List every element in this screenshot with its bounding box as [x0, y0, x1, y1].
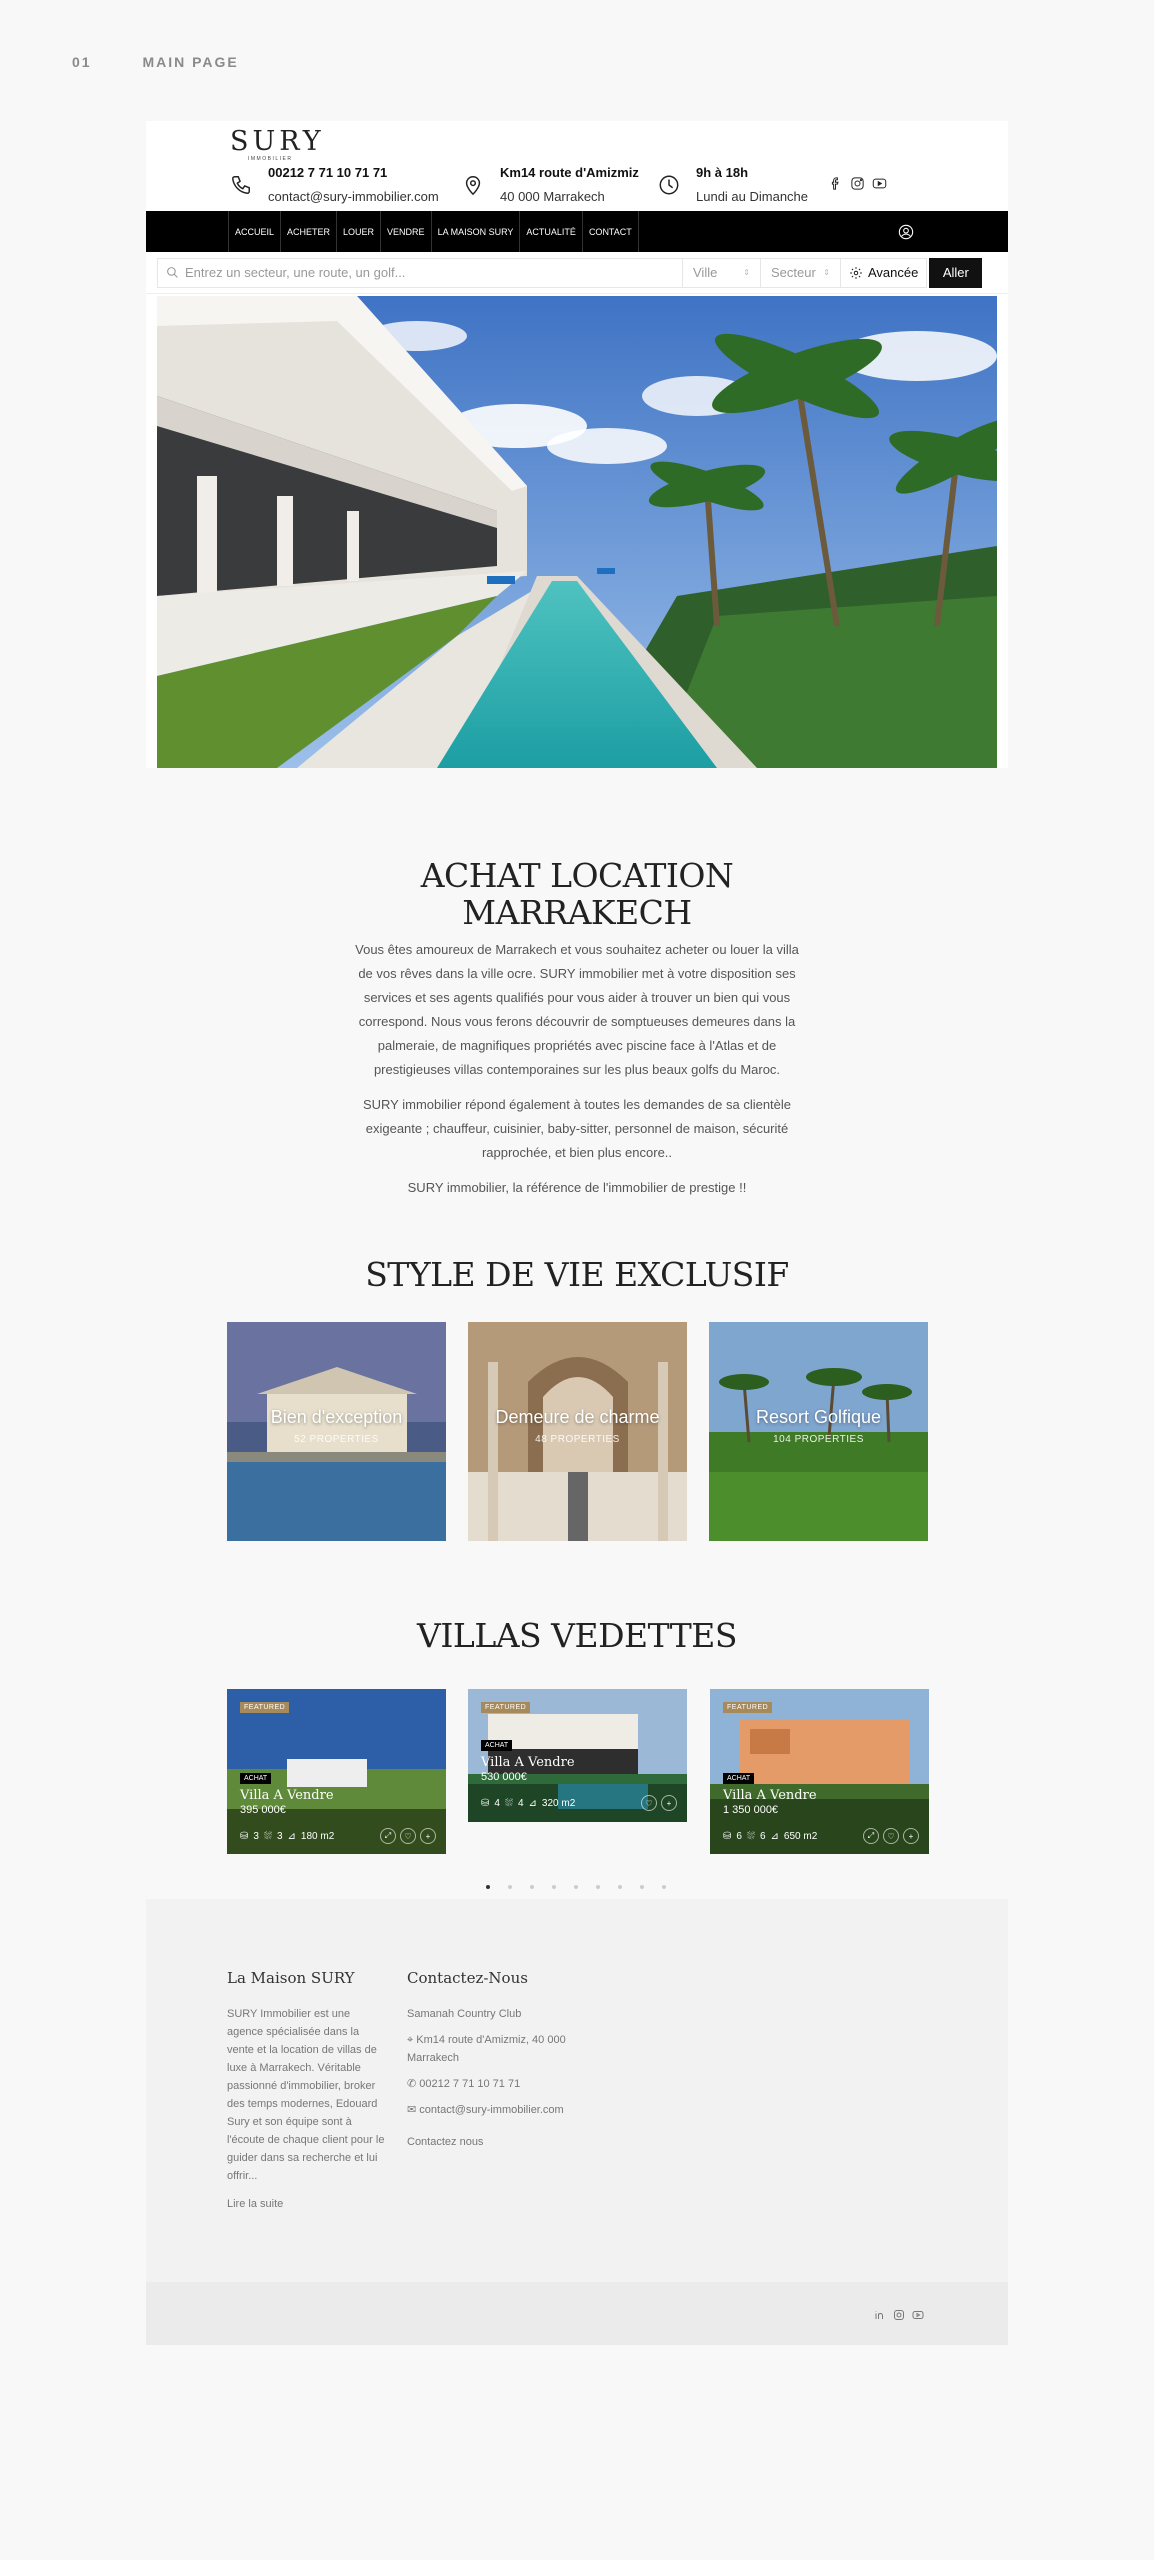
mail-icon: ✉ — [407, 2104, 420, 2116]
bed-icon: ⛁ — [240, 1830, 249, 1842]
intro-paragraph-2: SURY immobilier répond également à toutes les demandes de sa clientèle exigeante ; chauffeur, cuisinier, baby-sitter, personnel de maison, sécurité rapprochée, et bien plus encore.. — [362, 1097, 792, 1160]
carousel-dot[interactable] — [596, 1885, 600, 1889]
carousel-dot[interactable] — [662, 1885, 666, 1889]
nav-item-actualite[interactable]: ACTUALITÉ — [519, 211, 582, 252]
carousel-dot[interactable] — [552, 1885, 556, 1889]
header-phone[interactable]: 00212 7 71 10 71 71 — [268, 165, 388, 180]
phone-icon: ✆ — [407, 2078, 420, 2090]
bed-icon: ⛁ — [481, 1797, 490, 1809]
villa-type-badge: ACHAT — [481, 1740, 512, 1751]
favorite-icon[interactable]: ♡ — [883, 1828, 899, 1844]
area-icon: ⊿ — [770, 1830, 779, 1842]
villa-baths: 4 — [517, 1797, 524, 1809]
youtube-icon[interactable] — [872, 176, 887, 191]
advanced-search-button[interactable] — [841, 258, 927, 288]
villa-info — [240, 1767, 334, 1816]
villa-price: 1 350 000€ — [723, 1804, 779, 1816]
lifestyle-card-title: Bien d'exception — [270, 1407, 403, 1427]
villa-area: 320 m2 — [541, 1797, 576, 1809]
nav-item-contact[interactable]: CONTACT — [582, 211, 639, 252]
main-content — [146, 808, 1008, 1200]
villa-stats — [723, 1828, 919, 1844]
lifestyle-title: STYLE DE VIE EXCLUSIF — [365, 1255, 789, 1294]
bath-icon: ⛆ — [504, 1797, 513, 1809]
villa-type-badge: ACHAT — [240, 1773, 271, 1784]
city-select[interactable] — [683, 258, 761, 288]
site-logo[interactable]: SURY — [230, 126, 325, 157]
expand-icon[interactable]: ⤢ — [863, 1828, 879, 1844]
search-icon — [166, 266, 179, 279]
footer-about — [227, 1969, 387, 2213]
bed-icon: ⛁ — [723, 1830, 732, 1842]
villa-info — [481, 1734, 575, 1783]
nav-item-accueil[interactable]: ACCUEIL — [228, 211, 280, 252]
compare-icon[interactable]: + — [903, 1828, 919, 1844]
page-title: MAIN PAGE — [142, 54, 239, 70]
villa-area: 650 m2 — [783, 1830, 818, 1842]
user-account-icon[interactable] — [898, 224, 914, 240]
facebook-icon[interactable] — [828, 176, 843, 191]
hero-image — [157, 296, 997, 768]
header-address-line1: Km14 route d'Amizmiz — [500, 165, 639, 180]
intro-title-line1: ACHAT LOCATION — [420, 856, 734, 895]
site-logo-subtitle: IMMOBILIER — [248, 156, 293, 162]
advanced-search-label: Avancée — [868, 265, 919, 280]
nav-item-la-maison-sury[interactable]: LA MAISON SURY — [431, 211, 520, 252]
lifestyle-card-title: Resort Golfique — [755, 1407, 882, 1427]
intro-paragraph-3: SURY immobilier, la référence de l'immobilier de prestige !! — [407, 1180, 747, 1195]
featured-tag: FEATURED — [481, 1702, 530, 1713]
sector-select[interactable] — [761, 258, 841, 288]
footer-about-title: La Maison SURY — [227, 1969, 355, 1987]
villa-beds: 4 — [494, 1797, 500, 1809]
search-bar — [146, 252, 1008, 294]
lifestyle-card-count: 104 PROPERTIES — [773, 1434, 864, 1445]
linkedin-icon[interactable] — [874, 2309, 886, 2321]
footer-social — [874, 2309, 924, 2321]
updown-arrow-icon: ⇕ — [823, 268, 830, 277]
lifestyle-cards — [227, 1322, 928, 1541]
nav-item-louer[interactable]: LOUER — [336, 211, 380, 252]
carousel-dot[interactable] — [574, 1885, 578, 1889]
favorite-icon[interactable]: ♡ — [400, 1828, 416, 1844]
footer-contact — [407, 1969, 577, 2151]
instagram-icon[interactable] — [893, 2309, 905, 2321]
intro-paragraph-1: Vous êtes amoureux de Marrakech et vous souhaitez acheter ou louer la villa de vos rêves dans la ville ocre. SURY immobilier met à votre disposition ses services et ses agents qualifiés pour vous aider à trouver un bien qui vous correspond. Nous vous ferons découvrir de somptueuses demeures dans la palmeraie, de magnifiques propriétés avec piscine face à l'Atlas et de prestigieuses villas contemporaines sur les plus beaux golfs du Maroc. — [355, 942, 799, 1077]
area-icon: ⊿ — [287, 1830, 296, 1842]
bath-icon: ⛆ — [263, 1830, 272, 1842]
bath-icon: ⛆ — [746, 1830, 755, 1842]
footer-contact-title: Contactez-Nous — [407, 1969, 528, 1987]
compare-icon[interactable]: + — [661, 1795, 677, 1811]
location-pin-icon: ⌖ — [407, 2034, 417, 2046]
search-submit-button[interactable]: Aller — [929, 258, 982, 288]
lifestyle-card-count: 52 PROPERTIES — [294, 1434, 379, 1445]
youtube-icon[interactable] — [912, 2309, 924, 2321]
villa-name[interactable]: Villa A Vendre — [240, 1788, 334, 1803]
footer-bottom-bar — [146, 2282, 1008, 2345]
nav-item-acheter[interactable]: ACHETER — [280, 211, 336, 252]
phone-icon — [230, 174, 252, 196]
footer-email[interactable]: contact@sury-immobilier.com — [419, 2104, 564, 2116]
header-email[interactable]: contact@sury-immobilier.com — [268, 189, 439, 204]
header-hours-line2: Lundi au Dimanche — [696, 189, 809, 204]
location-pin-icon — [462, 174, 484, 196]
villa-area: 180 m2 — [300, 1830, 335, 1842]
villa-card[interactable] — [468, 1689, 687, 1822]
header-phone-block — [230, 163, 439, 207]
carousel-dot[interactable] — [618, 1885, 622, 1889]
carousel-dot[interactable] — [486, 1885, 490, 1889]
compare-icon[interactable]: + — [420, 1828, 436, 1844]
villa-card[interactable] — [227, 1689, 446, 1854]
lifestyle-card[interactable] — [227, 1322, 446, 1541]
nav-item-vendre[interactable]: VENDRE — [380, 211, 431, 252]
intro-title-line2: MARRAKECH — [462, 893, 692, 932]
footer-club: Samanah Country Club — [407, 2008, 522, 2020]
footer-read-more-link[interactable]: Lire la suite — [227, 2198, 284, 2210]
villa-beds: 6 — [736, 1830, 742, 1842]
villa-stats — [240, 1828, 436, 1844]
villa-baths: 6 — [759, 1830, 766, 1842]
header-address-block — [462, 163, 639, 207]
instagram-icon[interactable] — [850, 176, 865, 191]
footer-phone[interactable]: 00212 7 71 10 71 71 — [419, 2078, 521, 2090]
intro-title — [146, 857, 1008, 931]
sector-select-label: Secteur — [771, 265, 816, 280]
city-select-label: Ville — [693, 265, 718, 280]
featured-tag: FEATURED — [723, 1702, 772, 1713]
site-header — [146, 121, 1008, 211]
footer-about-text: SURY Immobilier est une agence spécialisée dans la vente et la location de villas de luxe à Marrakech. Véritable passionné d'immobilier, broker des temps modernes, Edouard Sury et son équipe sont à l'écoute de chaque client pour le guider dans sa recherche et lui offrir... — [227, 2008, 385, 2182]
villa-beds: 3 — [253, 1830, 259, 1842]
site-frame — [146, 121, 1008, 768]
header-social — [828, 176, 887, 191]
site-footer — [146, 1899, 1008, 2345]
clock-icon — [658, 174, 680, 196]
villa-price: 530 000€ — [481, 1771, 527, 1783]
carousel-dot[interactable] — [530, 1885, 534, 1889]
lifestyle-card[interactable] — [709, 1322, 928, 1541]
villa-name[interactable]: Villa A Vendre — [723, 1788, 817, 1803]
carousel-dot[interactable] — [640, 1885, 644, 1889]
header-hours-line1: 9h à 18h — [696, 165, 749, 180]
villa-info — [723, 1767, 817, 1816]
area-icon: ⊿ — [528, 1797, 537, 1809]
villa-type-badge: ACHAT — [723, 1773, 754, 1784]
villa-card[interactable] — [710, 1689, 929, 1854]
page-number: 01 — [72, 54, 92, 70]
villa-name[interactable]: Villa A Vendre — [481, 1755, 575, 1770]
carousel-dot[interactable] — [508, 1885, 512, 1889]
main-nav — [146, 211, 1008, 252]
featured-title: VILLAS VEDETTES — [417, 1616, 737, 1655]
favorite-icon[interactable]: ♡ — [641, 1795, 657, 1811]
header-hours-block — [658, 163, 808, 207]
footer-contact-link[interactable]: Contactez nous — [407, 2136, 484, 2148]
updown-arrow-icon: ⇕ — [743, 268, 750, 277]
expand-icon[interactable]: ⤢ — [380, 1828, 396, 1844]
lifestyle-card-count: 48 PROPERTIES — [535, 1434, 620, 1445]
hero-villa-pool-illustration — [157, 296, 997, 768]
lifestyle-card[interactable] — [468, 1322, 687, 1541]
carousel-dots — [486, 1885, 666, 1889]
header-address-line2: 40 000 Marrakech — [500, 189, 605, 204]
search-input[interactable] — [157, 258, 683, 288]
villa-stats — [481, 1795, 677, 1811]
page-label — [72, 54, 239, 70]
villa-baths: 3 — [276, 1830, 283, 1842]
gear-icon — [849, 266, 863, 280]
footer-address: Km14 route d'Amizmiz, 40 000 Marrakech — [407, 2034, 566, 2064]
lifestyle-card-title: Demeure de charme — [495, 1407, 660, 1427]
search-placeholder: Entrez un secteur, une route, un golf... — [185, 265, 406, 280]
villa-price: 395 000€ — [240, 1804, 286, 1816]
featured-tag: FEATURED — [240, 1702, 289, 1713]
